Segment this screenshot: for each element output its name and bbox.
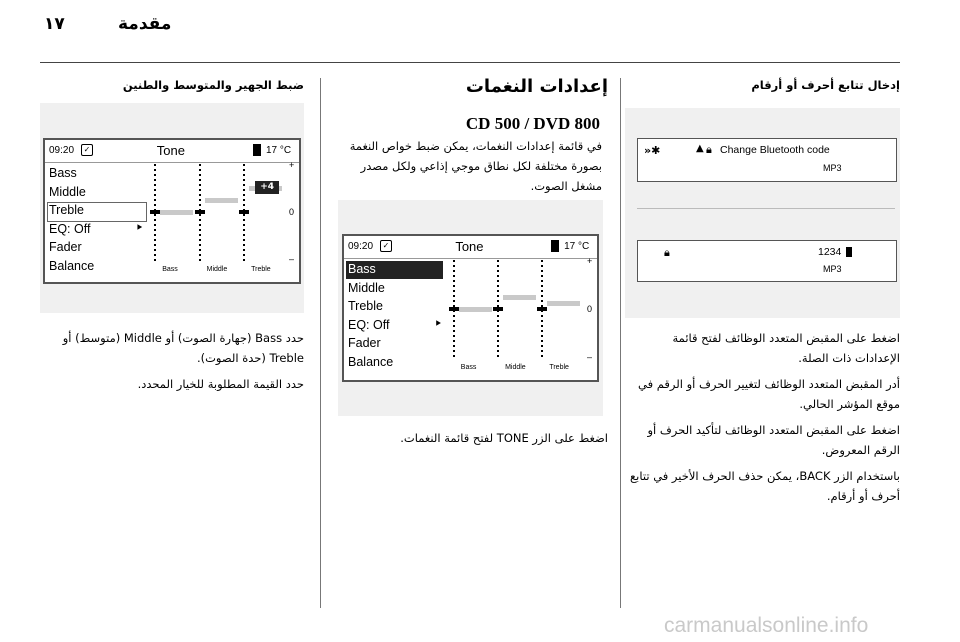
bar-label-bass: Bass bbox=[162, 266, 178, 273]
tone-screen bbox=[342, 234, 599, 382]
zero-marker bbox=[449, 307, 459, 311]
middle-column-subheading: CD 500 / DVD 800 bbox=[465, 114, 600, 133]
scale-dot bbox=[497, 335, 499, 337]
scale-dot bbox=[453, 335, 455, 337]
scale-dot bbox=[199, 244, 201, 246]
scale-dot bbox=[497, 340, 499, 342]
scale-dot bbox=[497, 315, 499, 317]
scale-dot bbox=[243, 179, 245, 181]
scale-dot bbox=[243, 244, 245, 246]
level-bar-bass bbox=[459, 307, 492, 312]
scale-dot bbox=[154, 199, 156, 201]
temperature: 17 °C bbox=[564, 241, 590, 252]
scale-dot bbox=[453, 345, 455, 347]
scale-dot bbox=[453, 320, 455, 322]
cursor-up-icon: ▲ bbox=[696, 143, 704, 154]
scale-zero: 0 bbox=[289, 207, 295, 217]
column-divider-right bbox=[620, 78, 621, 608]
menu-item-middle: Middle bbox=[49, 184, 86, 199]
scale-dot bbox=[541, 265, 543, 267]
header-rule bbox=[40, 62, 900, 63]
bar-label-treble: Treble bbox=[549, 364, 569, 371]
zero-marker bbox=[239, 210, 249, 214]
lock-icon: 🔒︎ bbox=[706, 143, 712, 156]
scale-dot bbox=[453, 295, 455, 297]
scale-dot bbox=[453, 340, 455, 342]
scale-dot bbox=[541, 295, 543, 297]
scale-dot bbox=[541, 275, 543, 277]
scale-dot bbox=[154, 224, 156, 226]
scale-dot bbox=[497, 325, 499, 327]
status-bar bbox=[344, 236, 597, 259]
scale-dot bbox=[154, 204, 156, 206]
chevron-right-icon: ⯈ bbox=[135, 222, 144, 234]
scale-dot bbox=[453, 315, 455, 317]
scale-dot bbox=[243, 174, 245, 176]
paragraph-4: باستخدام الزر BACK، يمكن حذف الحرف الأخير في تتابع أحرف أو أرقام. bbox=[630, 469, 900, 503]
menu-item-treble: Treble bbox=[49, 203, 84, 217]
bar-label-middle: Middle bbox=[206, 266, 228, 273]
screen-a-line1: Change Bluetooth code bbox=[720, 144, 830, 156]
menu-item-balance: Balance bbox=[49, 258, 95, 273]
scale-dot bbox=[199, 254, 201, 256]
scale-dot bbox=[497, 275, 499, 277]
status-bar bbox=[45, 140, 299, 163]
scale-dot bbox=[243, 249, 245, 251]
scale-dot bbox=[453, 265, 455, 267]
scale-dot bbox=[243, 204, 245, 206]
middle-column-intro: في قائمة إعدادات النغمات، يمكن ضبط خواص النغمة بصورة مختلفة لكل نطاق موجي إذاعي ولكل مصدر مشغل الصوت. bbox=[349, 139, 602, 193]
scale-dot bbox=[541, 350, 543, 352]
right-column-body bbox=[626, 328, 900, 506]
divider-line bbox=[637, 208, 895, 209]
scale-dot bbox=[199, 169, 201, 171]
page-number: ١٧ bbox=[44, 14, 65, 34]
scale-dot bbox=[453, 260, 455, 262]
scale-dot bbox=[154, 169, 156, 171]
scale-plus: + bbox=[587, 256, 593, 266]
scale-dot bbox=[154, 249, 156, 251]
paragraph-1: حدد Bass (جهارة الصوت) أو Middle (متوسط) أو Treble (حدة الصوت). bbox=[62, 331, 304, 365]
page-title: مقدمة bbox=[118, 14, 172, 34]
check-icon: ✓ bbox=[380, 240, 392, 252]
scale-dot bbox=[497, 330, 499, 332]
level-bar-middle bbox=[205, 198, 238, 203]
menu-item-fader: Fader bbox=[49, 240, 82, 254]
scale-dot bbox=[154, 189, 156, 191]
scale-dot bbox=[154, 229, 156, 231]
scale-dot bbox=[243, 234, 245, 236]
scale-dot bbox=[199, 164, 201, 166]
scale-dot bbox=[243, 189, 245, 191]
scale-dot bbox=[453, 270, 455, 272]
menu-item-eqoff: EQ: Off bbox=[49, 221, 91, 236]
menu-item-bass: Bass bbox=[348, 262, 376, 276]
scale-dot bbox=[243, 214, 245, 216]
scale-dot bbox=[541, 320, 543, 322]
watermark: carmanualsonline.info bbox=[664, 614, 869, 637]
scale-dot bbox=[199, 234, 201, 236]
scale-dot bbox=[154, 219, 156, 221]
scale-dot bbox=[541, 290, 543, 292]
paragraph-1: اضغط على المقبض المتعدد الوظائف لفتح قائمة الإعدادات ذات الصلة. bbox=[672, 331, 900, 365]
chevron-right-icon: ⯈ bbox=[433, 318, 442, 330]
column-divider-left bbox=[320, 78, 321, 608]
scale-dot bbox=[497, 300, 499, 302]
bluetooth-icon: »✱ bbox=[644, 144, 661, 157]
scale-dot bbox=[453, 275, 455, 277]
scale-dot bbox=[453, 330, 455, 332]
scale-dot bbox=[453, 290, 455, 292]
scale-dot bbox=[199, 219, 201, 221]
scale-dot bbox=[243, 199, 245, 201]
figure-char-entry bbox=[625, 108, 900, 318]
scale-dot bbox=[541, 315, 543, 317]
scale-dot bbox=[497, 290, 499, 292]
scale-dot bbox=[199, 184, 201, 186]
scale-dot bbox=[154, 184, 156, 186]
level-bar-treble bbox=[547, 301, 580, 306]
screen-b-line1: 1234 bbox=[818, 246, 842, 258]
tone-screen bbox=[43, 138, 301, 284]
menu-item-bass: Bass bbox=[49, 166, 77, 180]
menu-item-fader: Fader bbox=[348, 336, 381, 350]
value-badge: +4 bbox=[255, 181, 279, 194]
scale-dot bbox=[497, 345, 499, 347]
scale-dot bbox=[243, 194, 245, 196]
scale-dot bbox=[199, 239, 201, 241]
zero-marker bbox=[537, 307, 547, 311]
scale-dot bbox=[453, 280, 455, 282]
scale-dot bbox=[453, 285, 455, 287]
scale-dot bbox=[497, 355, 499, 357]
scale-dot bbox=[497, 350, 499, 352]
screen-title: Tone bbox=[156, 143, 185, 158]
scale-dot bbox=[497, 285, 499, 287]
scale-dot bbox=[199, 189, 201, 191]
bar-label-treble: Treble bbox=[251, 266, 271, 273]
screen-b-line2: MP3 bbox=[823, 264, 842, 274]
left-column-heading: ضبط الجهير والمتوسط والطنين bbox=[122, 78, 304, 92]
scale-dot bbox=[154, 164, 156, 166]
scale-dot bbox=[199, 259, 201, 261]
scale-dot bbox=[541, 335, 543, 337]
scale-dot bbox=[497, 265, 499, 267]
scale-dot bbox=[541, 355, 543, 357]
scale-dot bbox=[541, 345, 543, 347]
scale-dot bbox=[199, 194, 201, 196]
figure-tone-menu bbox=[338, 200, 603, 416]
middle-column-heading: إعدادات النغمات bbox=[465, 76, 608, 97]
scale-dot bbox=[243, 224, 245, 226]
zero-marker bbox=[150, 210, 160, 214]
scale-dot bbox=[453, 355, 455, 357]
level-bar-middle bbox=[503, 295, 536, 300]
scale-zero: 0 bbox=[587, 304, 593, 314]
scale-dot bbox=[541, 280, 543, 282]
scale-dot bbox=[199, 249, 201, 251]
screen-code-entry bbox=[637, 240, 897, 282]
screen-change-code bbox=[637, 138, 897, 182]
scale-dot bbox=[154, 259, 156, 261]
scale-dot bbox=[199, 199, 201, 201]
check-icon: ✓ bbox=[81, 144, 93, 156]
scale-dot bbox=[453, 325, 455, 327]
scale-dot bbox=[497, 280, 499, 282]
bar-label-middle: Middle bbox=[505, 364, 526, 371]
middle-column-caption: اضغط على الزر TONE لفتح قائمة النغمات. bbox=[400, 431, 608, 445]
scale-dot bbox=[541, 260, 543, 262]
scale-dot bbox=[541, 340, 543, 342]
lock-icon: 🔒︎ bbox=[664, 246, 670, 259]
paragraph-2: أدر المقبض المتعدد الوظائف لتغيير الحرف أو الرقم في موقع المؤشر الحالي. bbox=[638, 377, 900, 411]
screen-title: Tone bbox=[455, 239, 484, 254]
zero-marker bbox=[493, 307, 503, 311]
scale-dot bbox=[199, 229, 201, 231]
scale-dot bbox=[243, 164, 245, 166]
scale-dot bbox=[199, 224, 201, 226]
scale-dot bbox=[541, 285, 543, 287]
bar-label-bass: Bass bbox=[460, 364, 477, 371]
clock: 09:20 bbox=[49, 145, 75, 156]
temperature: 17 °C bbox=[265, 145, 292, 156]
scale-dot bbox=[243, 229, 245, 231]
scale-plus: + bbox=[289, 160, 295, 170]
scale-dot bbox=[199, 179, 201, 181]
scale-dot bbox=[154, 179, 156, 181]
scale-dot bbox=[453, 300, 455, 302]
scale-dot bbox=[243, 184, 245, 186]
scale-dot bbox=[541, 325, 543, 327]
scale-dot bbox=[541, 330, 543, 332]
scale-dot bbox=[497, 270, 499, 272]
scale-dot bbox=[243, 254, 245, 256]
scale-dot bbox=[497, 295, 499, 297]
menu-item-treble: Treble bbox=[348, 299, 383, 313]
scale-dot bbox=[154, 254, 156, 256]
scale-dot bbox=[453, 350, 455, 352]
scale-dot bbox=[154, 239, 156, 241]
left-column-body bbox=[40, 328, 304, 394]
scale-dot bbox=[154, 214, 156, 216]
scale-minus: – bbox=[289, 254, 295, 264]
zero-marker bbox=[195, 210, 205, 214]
scale-dot bbox=[154, 194, 156, 196]
scale-dot bbox=[497, 320, 499, 322]
figure-tone-adjust bbox=[40, 103, 304, 313]
phone-icon bbox=[551, 240, 559, 252]
paragraph-2: حدد القيمة المطلوبة للخيار المحدد. bbox=[137, 377, 304, 391]
phone-icon bbox=[253, 144, 261, 156]
level-bar-bass bbox=[160, 210, 193, 215]
text-cursor bbox=[846, 247, 852, 257]
scale-dot bbox=[243, 239, 245, 241]
scale-dot bbox=[541, 270, 543, 272]
menu-item-balance: Balance bbox=[348, 354, 394, 369]
scale-dot bbox=[243, 169, 245, 171]
scale-dot bbox=[497, 260, 499, 262]
scale-dot bbox=[199, 174, 201, 176]
paragraph-3: اضغط على المقبض المتعدد الوظائف لتأكيد الحرف أو الرقم المعروض. bbox=[647, 423, 900, 457]
clock: 09:20 bbox=[348, 241, 374, 252]
scale-dot bbox=[199, 214, 201, 216]
right-column-heading: إدخال تتابع أحرف أو أرقام bbox=[751, 78, 900, 92]
menu-item-middle: Middle bbox=[348, 280, 385, 295]
scale-dot bbox=[243, 219, 245, 221]
scale-dot bbox=[154, 244, 156, 246]
screen-a-line2: MP3 bbox=[823, 163, 842, 173]
scale-dot bbox=[154, 174, 156, 176]
scale-dot bbox=[199, 204, 201, 206]
scale-dot bbox=[541, 300, 543, 302]
scale-dot bbox=[243, 259, 245, 261]
scale-minus: – bbox=[587, 352, 593, 362]
menu-item-eqoff: EQ: Off bbox=[348, 317, 390, 332]
scale-dot bbox=[154, 234, 156, 236]
